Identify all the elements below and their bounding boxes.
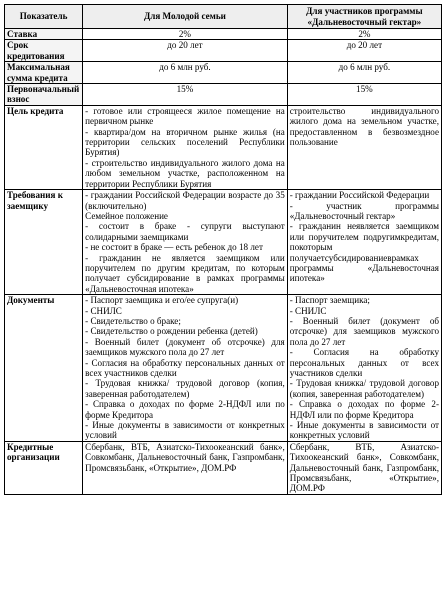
list-item: - СНИЛС: [85, 305, 122, 316]
cell-requirements-hectare: [287, 190, 441, 295]
cell-max-sum-hectare: до 6 млн руб.: [287, 62, 441, 84]
list-item: - Паспорт заемщика и его/ее супруга(и): [85, 295, 239, 306]
cell-down-payment-young: 15%: [83, 84, 288, 106]
table-header-row: [5, 5, 442, 29]
list-item: - граждании Российской Федерации: [289, 190, 430, 201]
list-item: - состоит в браке - супруги выступают солидарными заемщиками: [85, 221, 285, 242]
row-label-documents: Документы: [5, 295, 83, 442]
list-item: - Военный билет (документ об отсрочке) для заемщиков мужского пола до 27 лет: [85, 336, 285, 358]
cell-requirements-young: [83, 190, 288, 295]
list-item: - Свидетельство о браке;: [85, 315, 181, 326]
list-item: - Трудовая книжка/ трудовой договор (копия, заверенная работодателем): [85, 378, 285, 399]
cell-rate-hectare: 2%: [287, 29, 441, 40]
table-row-down-payment: [5, 84, 442, 106]
cell-term-young: до 20 лет: [83, 40, 288, 62]
list-item: - Согласия на обработку персональных данных от всех участников сделки: [289, 347, 439, 378]
list-item: - граждании Российской Федерации возрасте до 35 (включительно): [85, 190, 285, 211]
list-item: - СНИЛС: [289, 305, 327, 316]
list-item: - Трудовая книжка/ трудовой договор (копия, заверенная работодателем): [289, 378, 439, 399]
table-row-max-sum: [5, 62, 442, 84]
cell-banks-hectare: Сбербанк, ВТБ, Азиатско-Тихоокеанский банк», Совкомбанк, Дальневосточный банк, Газпромбанк, Промсвязьбанк, «Открытие», ДОМ.РФ: [287, 441, 441, 494]
header-indicator: Показатель: [5, 5, 83, 29]
list-item: - квартира/дом на вторичном рынке жилья (на территории сельских поселений Республики Бурятия): [85, 126, 285, 158]
comparison-document: [4, 4, 442, 495]
table-row-documents: [5, 295, 442, 442]
list-item: - Паспорт заемщика;: [289, 295, 370, 306]
cell-purpose-hectare: [287, 105, 441, 189]
list-item: - Иные документы в зависимости от конкретных условий: [289, 420, 439, 441]
list-item: - Иные документы в зависимости от конкретных условий: [85, 420, 285, 441]
cell-purpose-young: [83, 105, 288, 189]
cell-term-hectare: до 20 лет: [287, 40, 441, 62]
row-label-banks: Кредитные организации: [5, 441, 83, 494]
list-item: - Согласия на обработку персональных данных от всех участников сделки: [85, 357, 285, 378]
table-row-term: [5, 40, 442, 62]
cell-rate-young: 2%: [83, 29, 288, 40]
cell-max-sum-young: до 6 млн руб.: [83, 62, 288, 84]
row-label-rate: Ставка: [5, 29, 83, 40]
list-item: - гражданин неявляется заемщиком или поручителем подругимкредитам, покоторым получаетсубсидированиеврамках программы «Дальневосточная ипотека»: [289, 221, 439, 284]
list-item: - Свидетельство о рождении ребенка (детей): [85, 326, 258, 337]
list-item: - готовое или строящееся жилое помещение на первичном рынке: [85, 105, 285, 127]
table-row-purpose: [5, 105, 442, 189]
header-far-east-hectare: Для участников программы «Дальневосточный гектар»: [287, 5, 441, 29]
table-row-banks: [5, 441, 442, 494]
list-item: - Военный билет (документ об отсрочке) для заемщиков мужского пола до 27 лет: [289, 315, 439, 347]
cell-documents-hectare: [287, 295, 441, 442]
cell-documents-young: [83, 295, 288, 442]
row-label-requirements: Требования к заемщику: [5, 190, 83, 295]
comparison-table: [4, 4, 442, 495]
list-item: - не состоит в браке — есть ребенок до 18 лет: [85, 242, 263, 253]
row-label-purpose: Цель кредита: [5, 105, 83, 189]
row-label-term: Срок кредитования: [5, 40, 83, 62]
list-item: - участник программы «Дальневосточный гектар»: [289, 200, 439, 221]
list-item: - Справка о доходах по форме 2-НДФЛ или по форме Кредитора: [85, 399, 285, 420]
header-young-family: Для Молодой семьи: [83, 5, 288, 29]
table-row-rate: [5, 29, 442, 40]
cell-banks-young: Сбербанк, ВТБ, Азиатско-Тихоокеанский банк», Совкомбанк, Дальневосточный банк, Газпромбанк, Промсвязьбанк, «Открытие», ДОМ.РФ: [83, 441, 288, 494]
list-item: - гражданин не является заемщиком или поручителем по другим кредитам, по которым получает субсидирование в рамках программы «Дальневосточная ипотека»: [85, 252, 285, 294]
row-label-max-sum: Максимальная сумма кредита: [5, 62, 83, 84]
list-item: строительство индивидуального жилого дома на земельном участке, предоставленном в безвозмездное пользование: [289, 105, 439, 148]
cell-down-payment-hectare: 15%: [287, 84, 441, 106]
list-item: Семейное положение: [85, 210, 168, 221]
list-item: - Справка о доходах по форме 2-НДФЛ или по форме Кредитора: [289, 399, 439, 420]
table-row-requirements: [5, 190, 442, 295]
row-label-down-payment: Первоначальный взнос: [5, 84, 83, 106]
list-item: - строительство индивидуального жилого дома на любом земельном участке, расположенном на территории Республики Бурятия: [85, 157, 285, 189]
